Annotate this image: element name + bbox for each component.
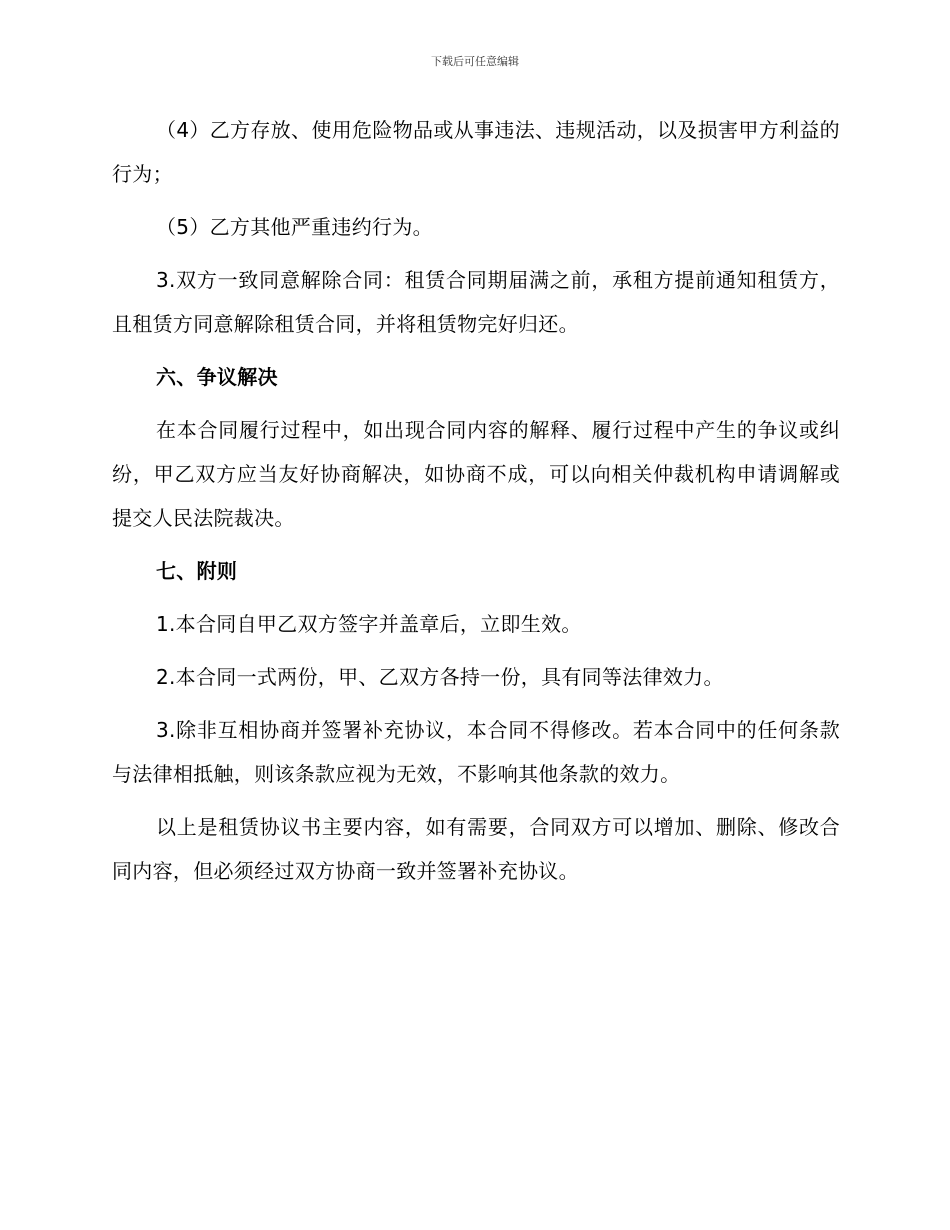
dispute-resolution-paragraph: 在本合同履行过程中，如出现合同内容的解释、履行过程中产生的争议或纠纷，甲乙双方应当友好协商解决，如协商不成，可以向相关仲裁机构申请调解或提交人民法院裁决。 [112,418,840,530]
document-body [112,108,840,902]
page-header: 下载后可任意编辑 [431,55,519,68]
section-supplementary-heading: 七、附则 [156,559,238,583]
mutual-termination-paragraph: 3.双方一致同意解除合同：租赁合同期届满之前，承租方提前通知租赁方，且租赁方同意解除租赁合同，并将租赁物完好归还。 [112,268,840,336]
supplementary-item-1: 1.本合同自甲乙双方签字并盖章后，立即生效。 [156,612,582,636]
clause-5-paragraph: （5）乙方其他严重违约行为。 [156,215,433,239]
supplementary-item-2: 2.本合同一式两份，甲、乙双方各持一份，具有同等法律效力。 [156,665,724,689]
section-dispute-resolution-heading: 六、争议解决 [156,365,278,389]
supplementary-item-3: 3.除非互相协商并签署补充协议，本合同不得修改。若本合同中的任何条款与法律相抵触，则该条款应视为无效，不影响其他条款的效力。 [112,718,840,786]
closing-paragraph: 以上是租赁协议书主要内容，如有需要，合同双方可以增加、删除、修改合同内容，但必须经过双方协商一致并签署补充协议。 [112,815,840,883]
clause-4-paragraph: （4）乙方存放、使用危险物品或从事违法、违规活动，以及损害甲方利益的行为； [112,118,840,186]
